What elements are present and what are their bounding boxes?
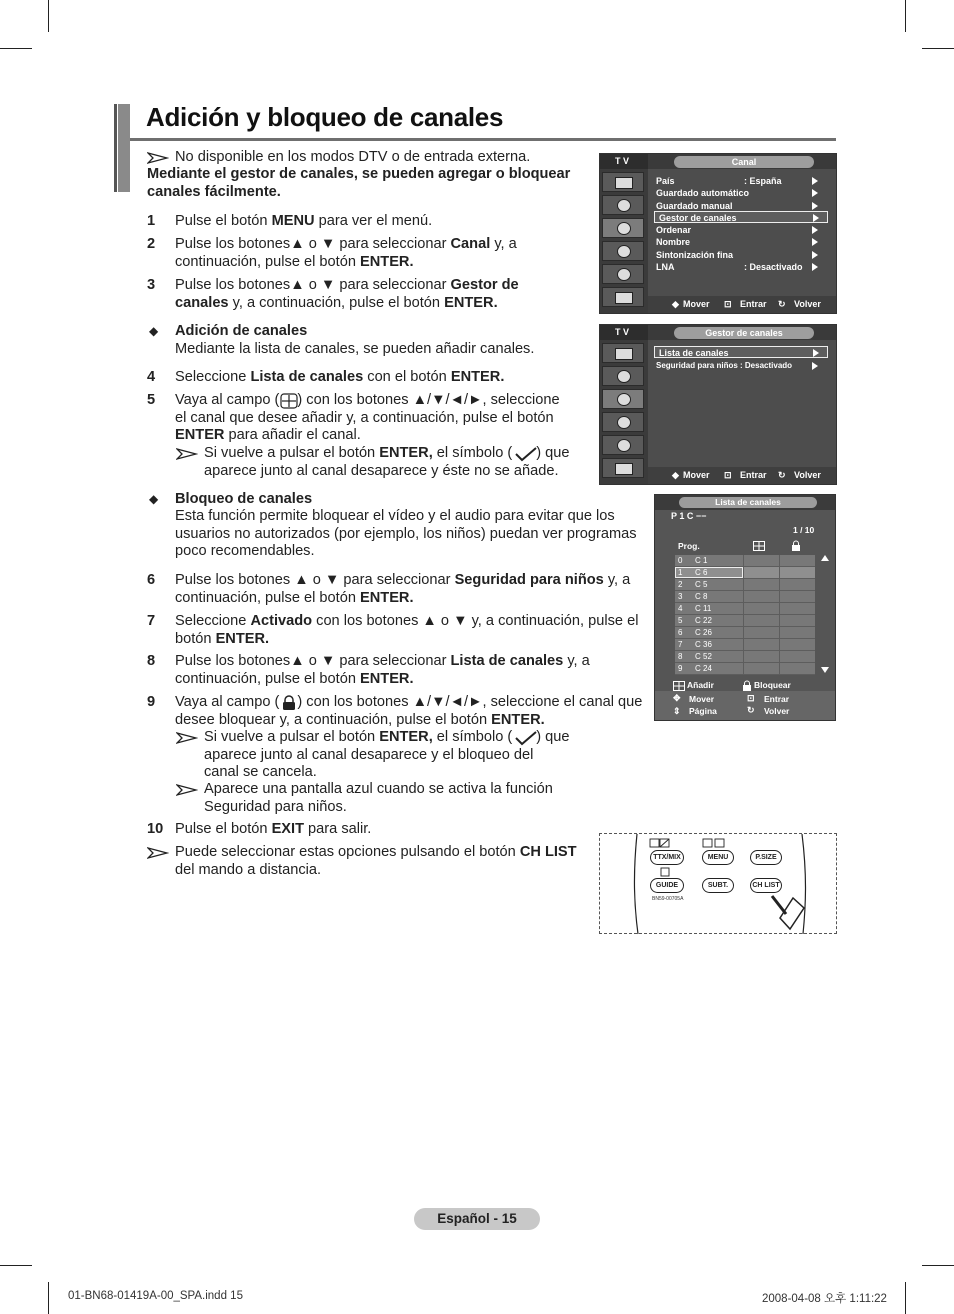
menu-button[interactable]: MENU <box>702 850 734 865</box>
note-arrow-icon <box>147 152 169 164</box>
table-row-selected[interactable]: 1 C 6 <box>675 567 815 579</box>
crop-mark <box>48 0 49 32</box>
input-menu-icon[interactable] <box>602 435 644 455</box>
print-date: 2008-04-08 오후 1:11:22 <box>762 1293 887 1305</box>
lock-heading: Bloqueo de canales <box>175 491 313 507</box>
crop-mark <box>922 48 954 49</box>
digital-menu-icon[interactable] <box>602 287 644 307</box>
crop-mark <box>0 1265 32 1266</box>
move-icon: ◆ <box>672 299 679 309</box>
step-3: Pulse los botones▲ o ▼ para seleccionar Gestor de canales y, a continuación, pulse el botón ENTER. <box>175 277 519 311</box>
table-row[interactable]: 8 C 52 <box>675 651 815 663</box>
remote-control-illustration <box>599 833 837 934</box>
picture-menu-icon[interactable] <box>602 172 644 192</box>
table-row[interactable]: 0 C 1 <box>675 555 815 567</box>
lock-body: poco recomendables. <box>175 543 315 559</box>
ch-list-button[interactable]: CH LIST <box>750 878 782 893</box>
file-slug: 01-BN68-01419A-00_SPA.indd 15 <box>68 1290 243 1302</box>
sound-menu-icon[interactable] <box>602 366 644 386</box>
osd-tv-tag: T V <box>600 154 648 169</box>
step-9: Vaya al campo ( ) con los botones ▲/▼/◄/►, seleccione el canal que desee bloquear y, a continuación, pulse el botón ENTER. <box>175 694 643 728</box>
add-field-icon <box>753 541 765 551</box>
title-underline <box>130 138 836 141</box>
add-field-icon <box>673 681 685 691</box>
foot-page: Página <box>689 706 717 716</box>
osd-foot-back: Volver <box>794 470 821 480</box>
add-field-icon <box>280 393 298 409</box>
osd-menu-item[interactable]: LNA : Desactivado <box>656 261 826 273</box>
lock-icon <box>742 680 752 691</box>
move-icon: ✥ <box>673 693 681 703</box>
crop-mark <box>905 1282 906 1314</box>
step-number: 9 <box>147 694 156 710</box>
osd-tv-tag: T V <box>600 325 648 340</box>
osd-menu-item-selected[interactable]: Gestor de canales <box>654 211 828 223</box>
page-title: Adición y bloqueo de canales <box>146 102 504 132</box>
osd-header: Canal <box>674 156 814 168</box>
setup-menu-icon[interactable] <box>602 241 644 261</box>
step-9-note: Si vuelve a pulsar el botón ENTER, el símbolo ( ) que aparece junto al canal desaparece y el bloqueo del canal se cancela. <box>204 729 570 781</box>
table-row[interactable]: 6 C 26 <box>675 627 815 639</box>
note-arrow-icon <box>176 732 198 744</box>
osd-menu-item[interactable]: Guardado automático <box>656 187 826 199</box>
page-icon: ⇕ <box>673 706 681 716</box>
channel-grid <box>675 555 815 675</box>
ttx-mix-button[interactable]: TTX/MIX <box>650 850 684 865</box>
crop-mark <box>48 1282 49 1314</box>
step-10: Pulse el botón EXIT para salir. <box>175 821 372 837</box>
crop-mark <box>922 1265 954 1266</box>
title-accent-bar <box>114 104 117 192</box>
osd-foot-move: Mover <box>683 470 710 480</box>
osd-canal-menu <box>599 153 837 314</box>
step-7: Seleccione Activado con los botones ▲ o ▼ y, a continuación, pulse el botón ENTER. <box>175 613 639 647</box>
note-arrow-icon <box>176 784 198 796</box>
step-9-note: Aparece una pantalla azul cuando se activa la función Seguridad para niños. <box>204 781 553 815</box>
intro-note: No disponible en los modos DTV o de entrada externa. <box>175 149 531 165</box>
lock-body: usuarios no autorizados (por ejemplo, los niños) puedan ver programas <box>175 526 637 542</box>
osd-foot-enter: Entrar <box>740 299 767 309</box>
osd-menu-item[interactable]: Sintonización fina <box>656 249 826 261</box>
step-number: 3 <box>147 277 156 293</box>
channel-menu-icon[interactable] <box>602 389 644 409</box>
intro-bold: Mediante el gestor de canales, se pueden agregar o bloquear canales fácilmente. <box>147 166 571 200</box>
step-number: 5 <box>147 392 156 408</box>
step-6: Pulse los botones ▲ o ▼ para seleccionar Seguridad para niños y, a continuación, pulse el botón ENTER. <box>175 572 631 606</box>
enter-icon: ⊡ <box>747 693 755 703</box>
lock-body: Esta función permite bloquear el vídeo y el audio para evitar que los <box>175 508 615 524</box>
lock-icon <box>791 540 801 551</box>
prog-column-header: Prog. <box>678 541 700 551</box>
step-1: Pulse el botón MENU para ver el menú. <box>175 213 433 229</box>
osd-menu-item[interactable]: Ordenar <box>656 224 826 236</box>
osd-menu-item[interactable]: Nombre <box>656 236 826 248</box>
page-number: Español - 15 <box>414 1208 540 1230</box>
note-arrow-icon <box>147 847 169 859</box>
add-label: Añadir <box>687 680 714 690</box>
channel-menu-icon[interactable] <box>602 218 644 238</box>
lock-label: Bloquear <box>754 680 791 690</box>
enter-icon: ⊡ <box>724 299 732 309</box>
step-4: Seleccione Lista de canales con el botón ENTER. <box>175 369 505 385</box>
check-icon <box>514 730 538 746</box>
remote-model-label: BN59-00705A <box>652 896 684 902</box>
step-5-note: Si vuelve a pulsar el botón ENTER, el símbolo ( ) que aparece junto al canal desaparece y éste no se añade. <box>204 445 570 479</box>
final-note: Puede seleccionar estas opciones pulsando el botón CH LIST del mando a distancia. <box>175 844 577 878</box>
step-number: 7 <box>147 613 156 629</box>
lock-icon <box>281 695 297 711</box>
table-row[interactable]: 5 C 22 <box>675 615 815 627</box>
title-accent-bar <box>118 104 130 192</box>
add-heading: Adición de canales <box>175 323 308 339</box>
foot-move: Mover <box>689 694 715 704</box>
note-arrow-icon <box>176 448 198 460</box>
table-row[interactable]: 3 C 8 <box>675 591 815 603</box>
setup-menu-icon[interactable] <box>602 412 644 432</box>
table-row[interactable]: 2 C 5 <box>675 579 815 591</box>
return-icon: ↻ <box>778 299 786 309</box>
foot-back: Volver <box>764 706 790 716</box>
bullet-diamond-icon: ◆ <box>149 492 159 506</box>
bullet-diamond-icon: ◆ <box>149 324 159 338</box>
crop-mark <box>905 0 906 32</box>
step-5: Vaya al campo ( ) con los botones ▲/▼/◄/►, seleccione el canal que desee añadir y, a continuación, pulse el botón ENTER para añadir el canal. <box>175 392 560 444</box>
psize-button[interactable]: P.SIZE <box>750 850 782 865</box>
step-8: Pulse los botones▲ o ▼ para seleccionar Lista de canales y, a continuación, pulse el botón ENTER. <box>175 653 590 687</box>
step-number: 4 <box>147 369 156 385</box>
scrollbar[interactable] <box>821 555 829 675</box>
subt-button[interactable]: SUBT. <box>702 878 734 893</box>
step-number: 6 <box>147 572 156 588</box>
osd-foot-enter: Entrar <box>740 470 767 480</box>
osd-foot-move: Mover <box>683 299 710 309</box>
step-number: 2 <box>147 236 156 252</box>
crop-mark <box>0 48 32 49</box>
osd-menu-item[interactable]: País : España <box>656 175 826 187</box>
osd-header: Gestor de canales <box>674 327 814 339</box>
enter-icon: ⊡ <box>724 470 732 480</box>
channel-list-header: Lista de canales <box>679 497 817 508</box>
osd-menu-item-selected[interactable]: Lista de canales <box>654 346 828 358</box>
check-icon <box>514 446 538 462</box>
return-icon: ↻ <box>747 705 755 715</box>
picture-menu-icon[interactable] <box>602 343 644 363</box>
sound-menu-icon[interactable] <box>602 195 644 215</box>
page-indicator: 1 / 10 <box>793 525 815 535</box>
foot-enter: Entrar <box>764 694 790 704</box>
add-body: Mediante la lista de canales, se pueden añadir canales. <box>175 341 535 357</box>
return-icon: ↻ <box>778 470 786 480</box>
table-row[interactable]: 4 C 11 <box>675 603 815 615</box>
channel-list-osd <box>654 494 836 721</box>
step-number: 8 <box>147 653 156 669</box>
osd-menu-item[interactable]: Guardado manual <box>656 200 826 212</box>
digital-menu-icon[interactable] <box>602 458 644 478</box>
table-row[interactable]: 7 C 36 <box>675 639 815 651</box>
osd-foot-back: Volver <box>794 299 821 309</box>
current-channel: P 1 C −− <box>671 511 707 521</box>
move-icon: ◆ <box>672 470 679 480</box>
table-row[interactable]: 9 C 24 <box>675 663 815 675</box>
osd-menu-item[interactable]: Seguridad para niños : Desactivado <box>656 360 826 372</box>
osd-gestor-menu <box>599 324 837 485</box>
step-number: 10 <box>147 821 164 837</box>
step-2: Pulse los botones▲ o ▼ para seleccionar Canal y, a continuación, pulse el botón ENTER. <box>175 236 517 270</box>
input-menu-icon[interactable] <box>602 264 644 284</box>
guide-button[interactable]: GUIDE <box>650 878 684 893</box>
step-number: 1 <box>147 213 156 229</box>
